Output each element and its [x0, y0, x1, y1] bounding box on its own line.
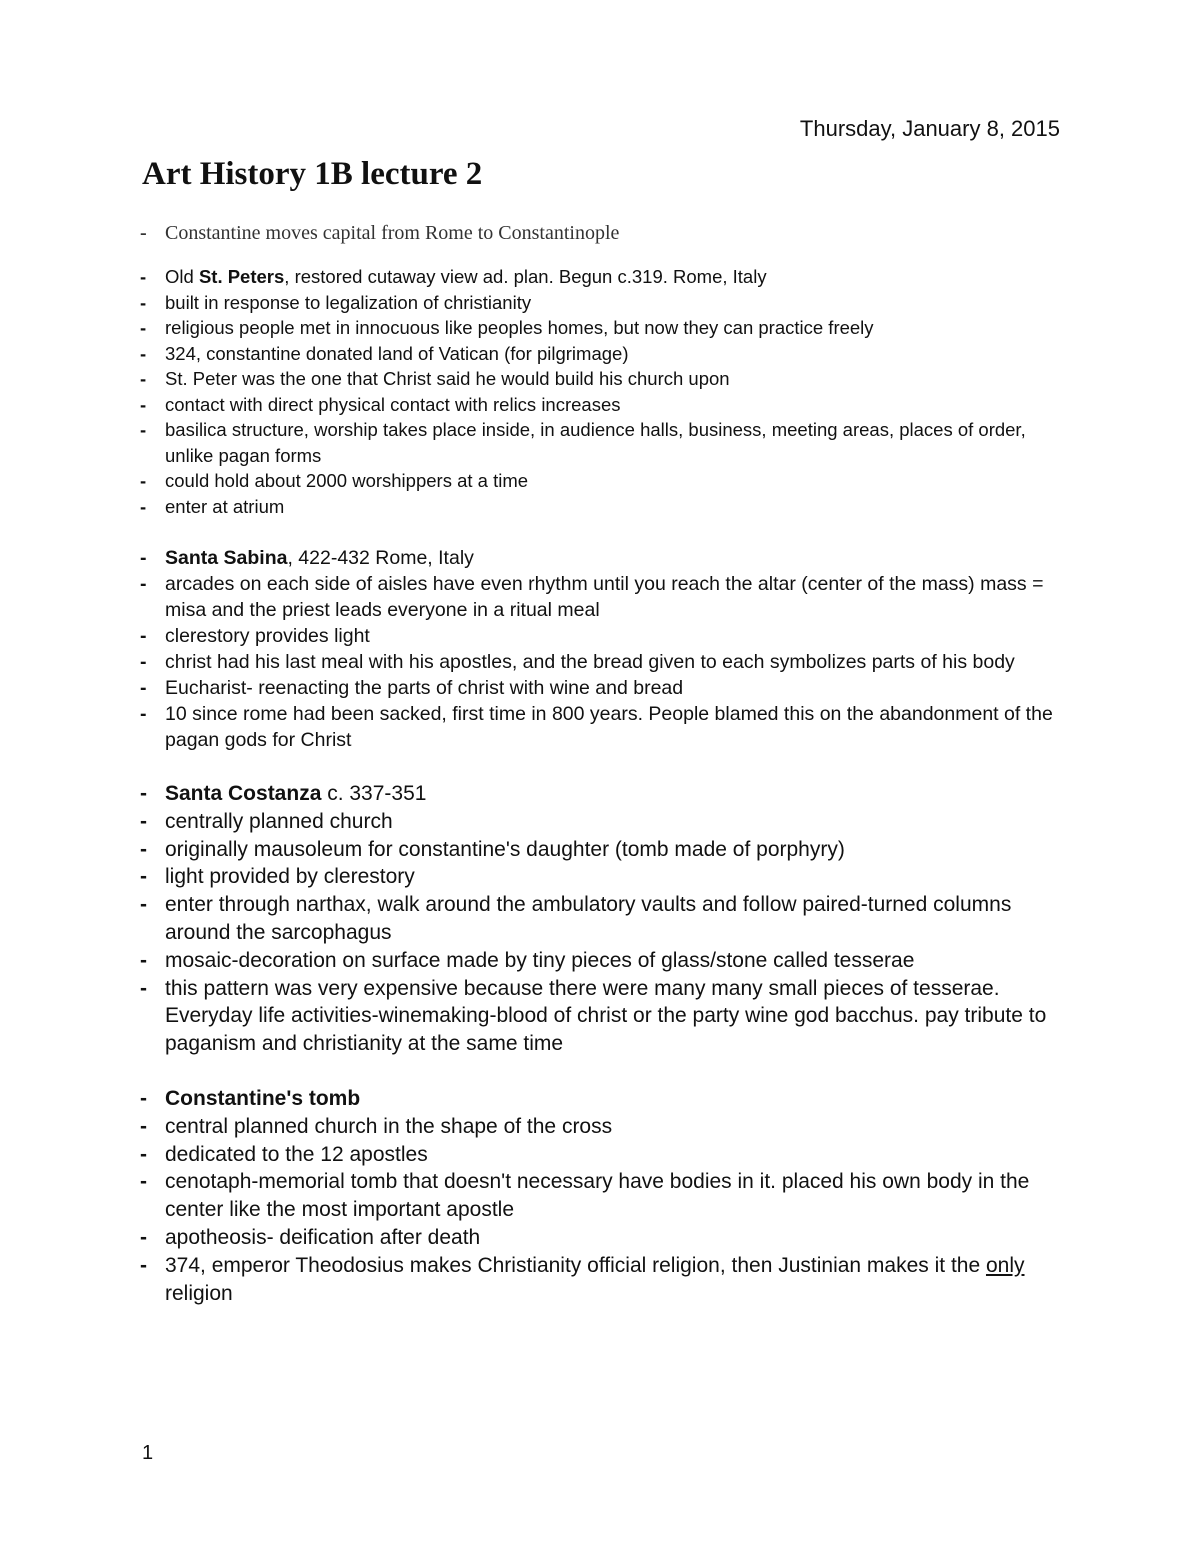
section-heading-old-st-peters: [140, 264, 1070, 290]
list-item: - clerestory provides light: [140, 623, 1070, 649]
section-spacer: [140, 1058, 1070, 1085]
heading-bold: Santa Sabina: [165, 547, 288, 569]
section-heading-santa-costanza: [140, 780, 1070, 808]
list-item: - mosaic-decoration on surface made by tiny pieces of glass/stone called tesserae: [140, 947, 1070, 975]
list-item: - contact with direct physical contact with relics increases: [140, 392, 1070, 418]
heading-details: , restored cutaway view ad. plan. Begun c.319. Rome, Italy: [284, 266, 767, 287]
list-item: - centrally planned church: [140, 808, 1070, 836]
list-item: - could hold about 2000 worshippers at a time: [140, 468, 1070, 494]
intro-bullet: - Constantine moves capital from Rome to Constantinople: [140, 218, 1070, 248]
section-heading-constantines-tomb: [140, 1085, 1070, 1113]
list-item: - enter at atrium: [140, 494, 1070, 520]
list-item: [140, 1252, 1070, 1308]
list-item: - light provided by clerestory: [140, 863, 1070, 891]
document-title: Art History 1B lecture 2: [142, 156, 483, 192]
list-item: - basilica structure, worship takes place inside, in audience halls, business, meeting areas, places of order, unlike pagan forms: [140, 417, 1070, 468]
list-item: - christ had his last meal with his apostles, and the bread given to each symbolizes parts of his body: [140, 649, 1070, 675]
list-item-text: 374, emperor Theodosius makes Christianity official religion, then Justinian makes it the: [165, 1253, 986, 1277]
list-item: - central planned church in the shape of the cross: [140, 1113, 1070, 1141]
list-item: - originally mausoleum for constantine's daughter (tomb made of porphyry): [140, 836, 1070, 864]
heading-details: , 422-432 Rome, Italy: [287, 547, 474, 569]
list-item: - 324, constantine donated land of Vatican (for pilgrimage): [140, 341, 1070, 367]
section-spacer: [140, 519, 1070, 545]
underlined-word: only: [985, 1253, 1025, 1277]
heading-prefix: Old: [165, 266, 199, 287]
list-item: - built in response to legalization of christianity: [140, 290, 1070, 316]
list-item: - apotheosis- deification after death: [140, 1224, 1070, 1252]
list-item: - 10 since rome had been sacked, first time in 800 years. People blamed this on the abandonment of the pagan gods for Christ: [140, 701, 1070, 753]
lecture-notes: [140, 218, 1070, 1307]
list-item: - St. Peter was the one that Christ said he would build his church upon: [140, 366, 1070, 392]
heading-details: c. 337-351: [321, 782, 427, 805]
heading-bold: Santa Costanza: [165, 782, 322, 805]
lecture-date: Thursday, January 8, 2015: [799, 116, 1060, 141]
list-item: - this pattern was very expensive because there were many many small pieces of tesserae. Everyday life activities-winemaking-blood of christ or the party wine god bacchus. pay tribute to paganism and christianity at the same time: [140, 975, 1070, 1058]
list-item: - arcades on each side of aisles have even rhythm until you reach the altar (center of the mass) mass = misa and the priest leads everyone in a ritual meal: [140, 571, 1070, 623]
page-number: 1: [142, 1442, 154, 1464]
list-item: - cenotaph-memorial tomb that doesn't necessary have bodies in it. placed his own body in the center like the most important apostle: [140, 1168, 1070, 1224]
list-item: - enter through narthax, walk around the ambulatory vaults and follow paired-turned columns around the sarcophagus: [140, 891, 1070, 947]
list-item: - Eucharist- reenacting the parts of christ with wine and bread: [140, 675, 1070, 701]
heading-bold: St. Peters: [198, 266, 285, 287]
heading-bold: Constantine's tomb: [165, 1086, 361, 1110]
section-spacer: [140, 753, 1070, 780]
list-item: - religious people met in innocuous like peoples homes, but now they can practice freely: [140, 315, 1070, 341]
list-item: - dedicated to the 12 apostles: [140, 1141, 1070, 1169]
section-heading-santa-sabina: [140, 545, 1070, 571]
list-item-text: religion: [165, 1281, 233, 1305]
